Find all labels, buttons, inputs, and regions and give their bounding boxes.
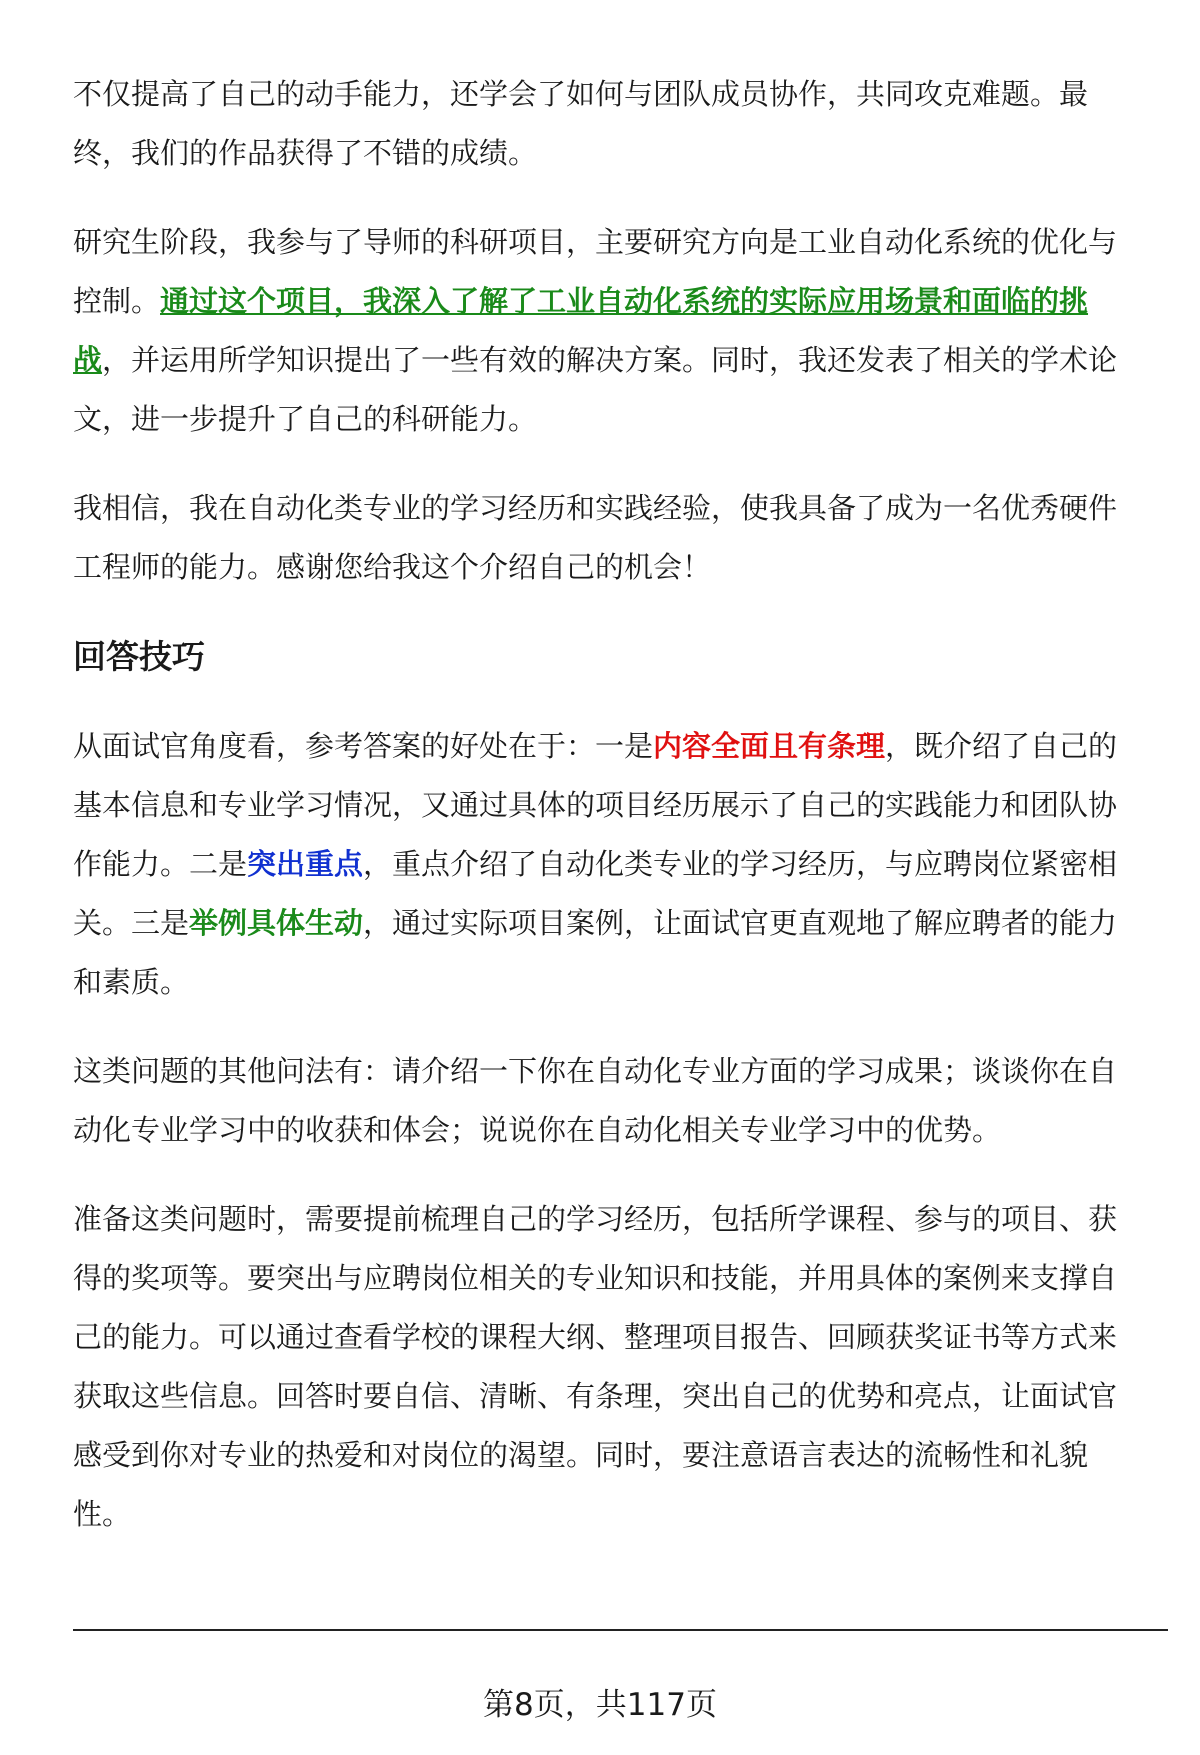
text-run: 关。三是	[73, 906, 190, 940]
text-line	[73, 894, 1173, 953]
text-line	[73, 1101, 1173, 1160]
text-line	[73, 1308, 1173, 1367]
paragraph	[73, 479, 1173, 597]
highlight-text: 突出重点	[247, 847, 364, 881]
text-run: 从面试官角度看，参考答案的好处在于：一是	[73, 729, 654, 763]
text-line	[73, 717, 1173, 776]
answer-section	[73, 65, 1173, 597]
page-number: 第8页，共117页	[483, 1687, 717, 1723]
text-line	[73, 538, 1173, 597]
text-line	[73, 835, 1173, 894]
text-line	[73, 1190, 1173, 1249]
paragraph	[73, 213, 1173, 449]
paragraph	[73, 1190, 1173, 1544]
text-line	[73, 65, 1173, 124]
text-run: ，重点介绍了自动化类专业的学习经历，与应聘岗位紧密相	[363, 847, 1118, 881]
text-run: 这类问题的其他问法有：请介绍一下你在自动化专业方面的学习成果；谈谈你在自	[73, 1054, 1118, 1088]
highlight-text: 通过这个项目，我深入了解了工业自动化系统的实际应用场景和面临的挑	[160, 284, 1089, 318]
text-run: 己的能力。可以通过查看学校的课程大纲、整理项目报告、回顾获奖证书等方式来	[73, 1320, 1118, 1354]
text-line	[73, 1249, 1173, 1308]
text-run: 得的奖项等。要突出与应聘岗位相关的专业知识和技能，并用具体的案例来支撑自	[73, 1261, 1118, 1295]
text-run: 控制。	[73, 284, 161, 318]
text-run: 获取这些信息。回答时要自信、清晰、有条理，突出自己的优势和亮点，让面试官	[73, 1379, 1118, 1413]
highlight-text: 战	[73, 343, 103, 377]
text-line	[73, 272, 1173, 331]
text-run: 文，进一步提升了自己的科研能力。	[73, 402, 538, 436]
text-run: 和素质。	[73, 965, 190, 999]
text-line	[73, 776, 1173, 835]
text-run: 性。	[73, 1497, 132, 1531]
paragraph	[73, 717, 1173, 1012]
text-run: 我相信，我在自动化类专业的学习经历和实践经验，使我具备了成为一名优秀硬件	[73, 491, 1118, 525]
text-run: 不仅提高了自己的动手能力，还学会了如何与团队成员协作，共同攻克难题。最	[73, 77, 1089, 111]
text-line	[73, 390, 1173, 449]
text-run: 工程师的能力。感谢您给我这个介绍自己的机会！	[73, 550, 712, 584]
text-run: 终，我们的作品获得了不错的成绩。	[73, 136, 538, 170]
text-run: ，并运用所学知识提出了一些有效的解决方案。同时，我还发表了相关的学术论	[102, 343, 1118, 377]
text-run: 作能力。二是	[73, 847, 248, 881]
text-run: 动化专业学习中的收获和体会；说说你在自动化相关专业学习中的优势。	[73, 1113, 1002, 1147]
footer-divider	[73, 1629, 1168, 1631]
section-heading: 回答技巧	[73, 637, 205, 676]
text-run: 研究生阶段，我参与了导师的科研项目，主要研究方向是工业自动化系统的优化与	[73, 225, 1118, 259]
paragraph	[73, 65, 1173, 183]
text-line	[73, 1485, 1173, 1544]
text-line	[73, 124, 1173, 183]
text-run: 基本信息和专业学习情况，又通过具体的项目经历展示了自己的实践能力和团队协	[73, 788, 1118, 822]
paragraph	[73, 1042, 1173, 1160]
text-run: 准备这类问题时，需要提前梳理自己的学习经历，包括所学课程、参与的项目、获	[73, 1202, 1118, 1236]
text-line	[73, 331, 1173, 390]
highlight-text: 举例具体生动	[189, 906, 364, 940]
tips-section	[73, 717, 1173, 1544]
text-line	[73, 953, 1173, 1012]
text-run: ，既介绍了自己的	[885, 729, 1118, 763]
text-line	[73, 1426, 1173, 1485]
text-line	[73, 1042, 1173, 1101]
text-run: ，通过实际项目案例，让面试官更直观地了解应聘者的能力	[363, 906, 1118, 940]
document-body	[73, 65, 1173, 1574]
highlight-text: 内容全面且有条理	[653, 729, 886, 763]
text-run: 感受到你对专业的热爱和对岗位的渴望。同时，要注意语言表达的流畅性和礼貌	[73, 1438, 1089, 1472]
text-line	[73, 213, 1173, 272]
text-line	[73, 479, 1173, 538]
text-line	[73, 1367, 1173, 1426]
